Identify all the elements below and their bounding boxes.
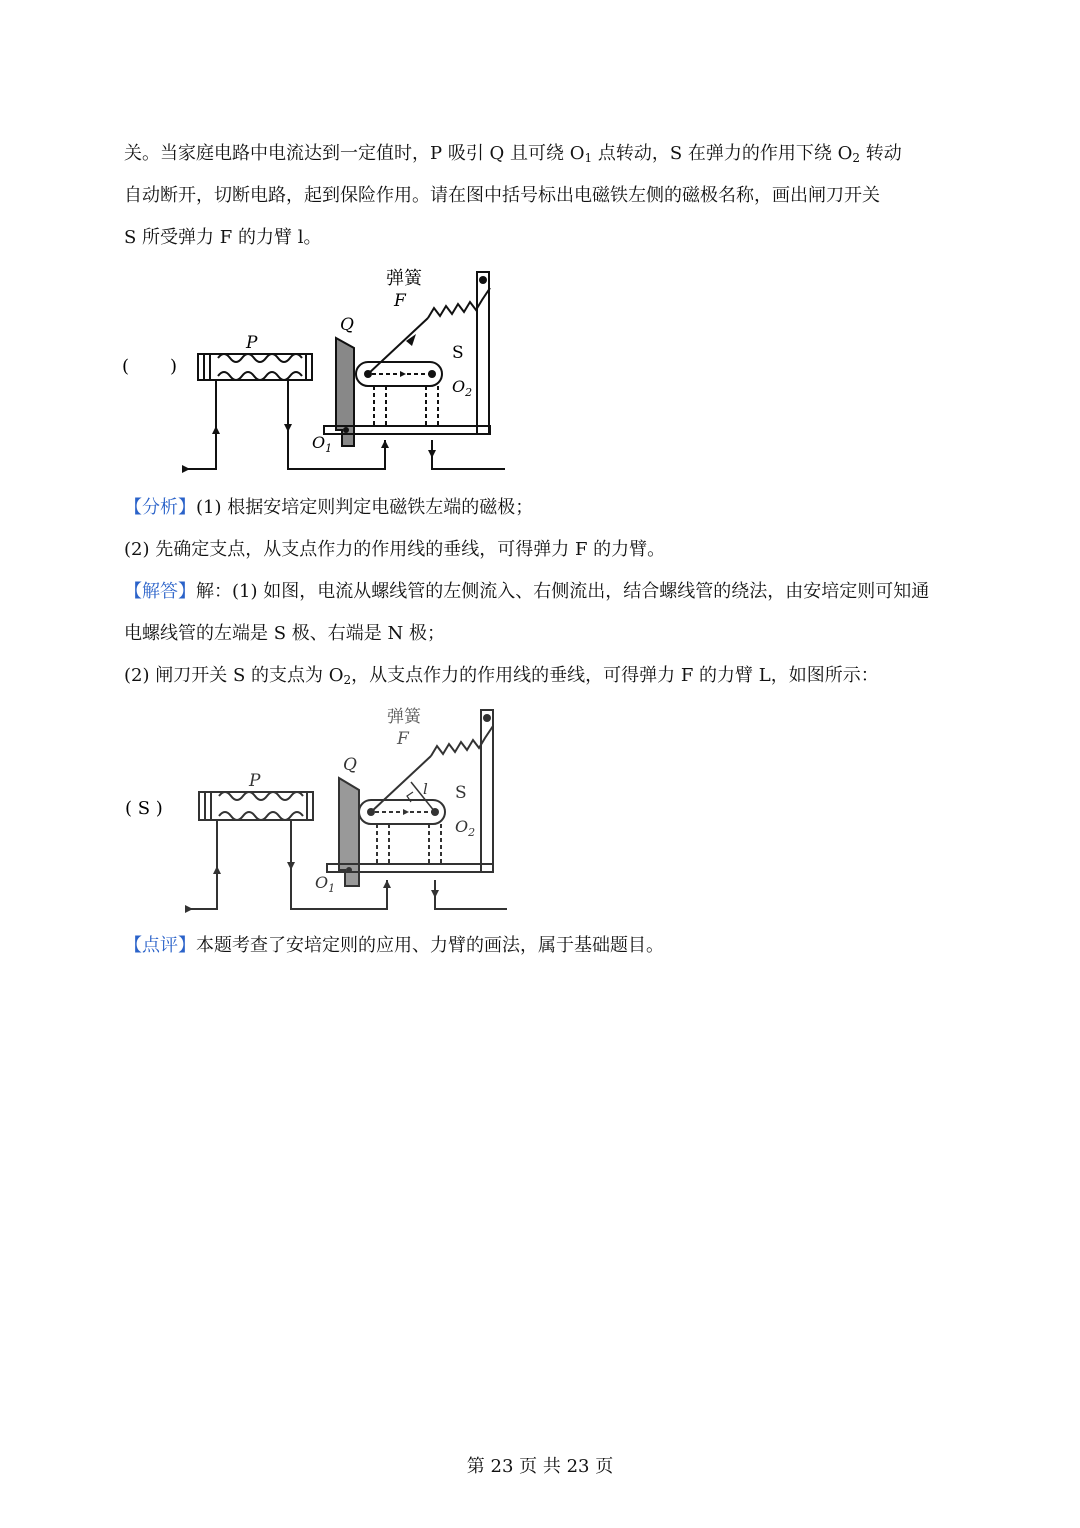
question-text-1c: 转动 xyxy=(860,143,902,164)
comment-line xyxy=(124,934,664,958)
analysis-tag: 【分析】 xyxy=(124,497,196,518)
answer-line-1 xyxy=(124,580,929,604)
analysis-line-1 xyxy=(124,496,533,520)
bracket-left: ( xyxy=(122,356,130,377)
switch-label-2: S xyxy=(455,783,467,803)
question-text-1a: 关。当家庭电路中电流达到一定值时，P 吸引 Q 且可绕 O xyxy=(124,143,585,164)
switch-label: S xyxy=(452,343,464,363)
spring-label-2: 弹簧 xyxy=(387,707,421,727)
comment-tag: 【点评】 xyxy=(124,935,196,956)
question-line-1 xyxy=(124,142,902,166)
comment-text: 本题考查了安培定则的应用、力臂的画法，属于基础题目。 xyxy=(196,935,664,956)
subscript-3: 2 xyxy=(343,673,352,687)
coil-label: P xyxy=(246,333,258,353)
answer-line-3 xyxy=(124,664,879,688)
answer-text-3b: ，从支点作力的作用线的垂线，可得弹力 F 的力臂 L，如图所示： xyxy=(351,665,879,686)
answer-bracket: ( S ) xyxy=(125,798,163,819)
page-footer: 第 23 页 共 23 页 xyxy=(466,1456,614,1477)
armature-label-2: Q xyxy=(343,755,357,775)
force-label: F xyxy=(394,291,406,311)
analysis-text-1: (1) 根据安培定则判定电磁铁左端的磁极； xyxy=(196,497,534,518)
question-text-1b: 点转动，S 在弹力的作用下绕 O xyxy=(592,143,853,164)
spring-label: 弹簧 xyxy=(386,268,422,289)
question-line-3: S 所受弹力 F 的力臂 l。 xyxy=(124,227,322,248)
subscript-2: 2 xyxy=(852,151,861,165)
figure-1-circuit xyxy=(110,262,530,482)
pivot1-label: $O_1$ xyxy=(312,433,333,455)
pivot2-label: $O_2$ xyxy=(452,377,473,399)
answer-text-3a: (2) 闸刀开关 S 的支点为 O xyxy=(124,665,344,686)
analysis-line-2: (2) 先确定支点，从支点作力的作用线的垂线，可得弹力 F 的力臂。 xyxy=(124,539,666,560)
armature-label: Q xyxy=(340,315,354,335)
coil-winding xyxy=(218,354,302,362)
coil-label-2: P xyxy=(249,771,261,791)
figure-2-answer-circuit xyxy=(115,700,535,920)
bracket-right: ) xyxy=(170,356,178,377)
answer-text-1: 解：(1) 如图，电流从螺线管的左侧流入、右侧流出，结合螺线管的绕法，由安培定则可知通 xyxy=(196,581,930,602)
answer-line-2: 电螺线管的左端是 S 极、右端是 N 极； xyxy=(124,623,445,644)
answer-tag: 【解答】 xyxy=(124,581,196,602)
arm-label: l xyxy=(423,780,428,798)
force-label-2: F xyxy=(397,729,409,749)
pivot1-label-2: $O_1$ xyxy=(315,873,336,895)
question-line-2: 自动断开，切断电路，起到保险作用。请在图中括号标出电磁铁左侧的磁极名称，画出闸刀开关 xyxy=(124,185,880,206)
pivot2-label-2: $O_2$ xyxy=(455,817,476,839)
subscript-1: 1 xyxy=(584,151,593,165)
